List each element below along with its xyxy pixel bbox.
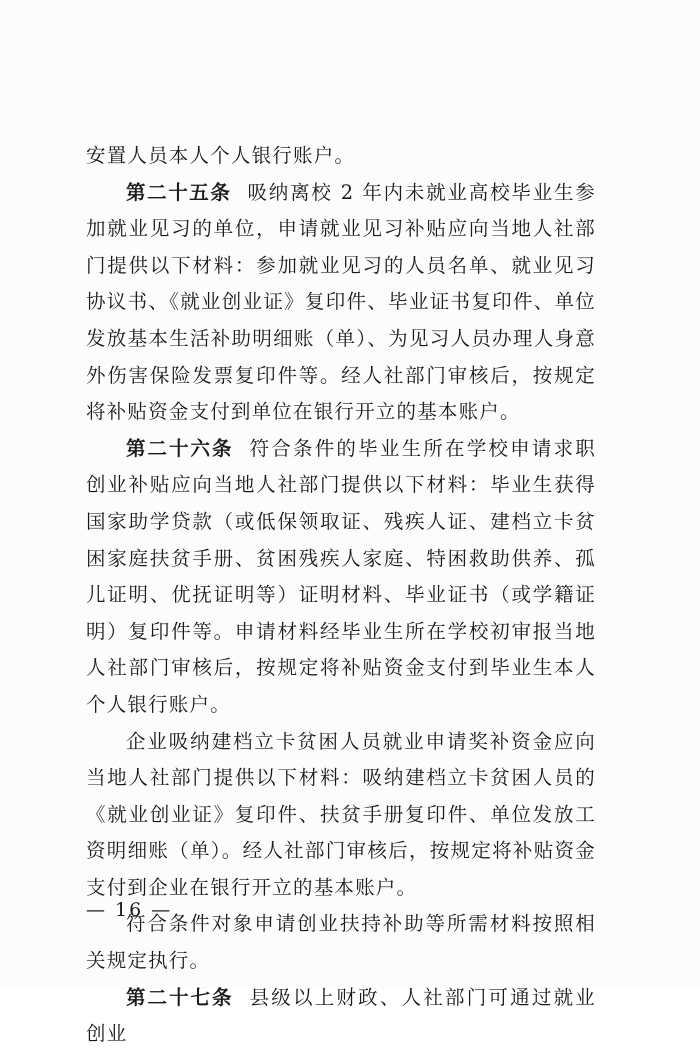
paragraph-text: 符合条件的毕业生所在学校申请求职创业补贴应向当地人社部门提供以下材料：毕业生获得国家助学贷款（或低保领取证、残疾人证、建档立卡贫困家庭扶贫手册、贫困残疾人家庭、特困救助供养、孤儿证明、优抚证明等）证明材料、毕业证书（或学籍证明）复印件等。申请材料经毕业生所在学校初审报当地人社部门审核后，按规定将补贴资金支付到毕业生本人个人银行账户。	[86, 436, 596, 716]
article-label: 第二十七条	[126, 985, 234, 1009]
paragraph-enterprise-subsidy	[86, 724, 596, 907]
paragraph-continuation	[86, 138, 596, 175]
article-label: 第二十六条	[126, 436, 234, 460]
paragraph-article-26	[86, 431, 596, 724]
page-number: — 16 —	[86, 899, 173, 921]
paragraph-text: 企业吸纳建档立卡贫困人员就业申请奖补资金应向当地人社部门提供以下材料：吸纳建档立卡贫困人员的《就业创业证》复印件、扶贫手册复印件、单位发放工资明细账（单）。经人社部门审核后，按规定将补贴资金支付到企业在银行开立的基本账户。	[86, 729, 596, 899]
article-label: 第二十五条	[126, 180, 232, 204]
paragraph-text: 安置人员本人个人银行账户。	[86, 144, 356, 167]
paragraph-text: 吸纳离校 2 年内未就业高校毕业生参加就业见习的单位，申请就业见习补贴应向当地人社部门提供以下材料：参加就业见习的人员名单、就业见习协议书、《就业创业证》复印件、毕业证书复印件、单位发放基本生活补助明细账（单）、为见习人员办理人身意外伤害保险发票复印件等。经人社部门审核后，按规定将补贴资金支付到单位在银行开立的基本账户。	[86, 180, 596, 424]
paragraph-article-27	[86, 980, 596, 1053]
paragraph-text: 县级以上财政、人社部门可通过就业创业	[86, 985, 596, 1046]
paragraph-text: 符合条件对象申请创业扶持补助等所需材料按照相关规定执行。	[86, 912, 596, 973]
paragraph-article-25	[86, 175, 596, 431]
